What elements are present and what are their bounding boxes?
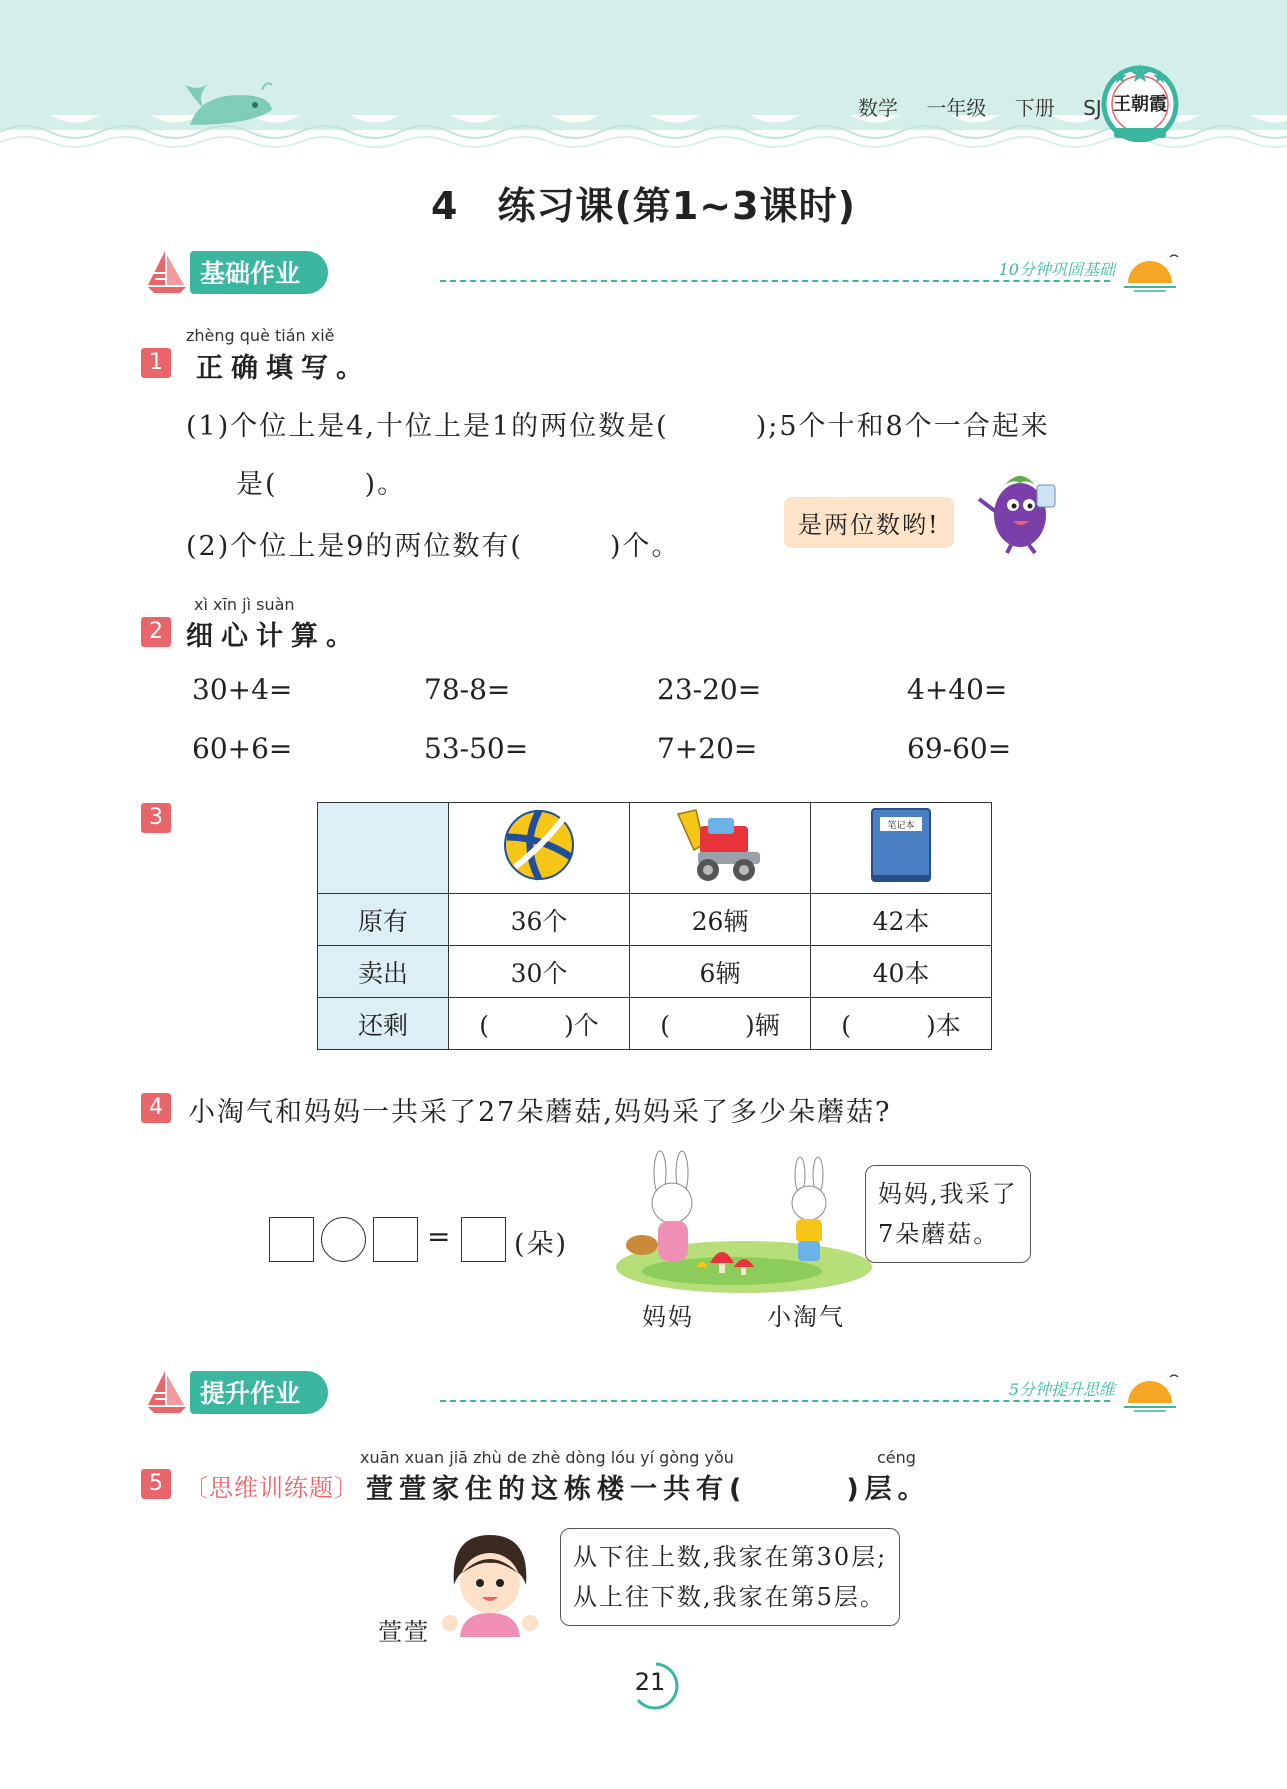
q2-title: 细心计算。	[186, 621, 361, 652]
edition-label: SJ	[1083, 96, 1102, 120]
notebook-cover-label: 笔记本	[887, 821, 915, 831]
speech-line: 妈妈,我采了	[878, 1180, 1018, 1208]
q3-table	[317, 802, 992, 1050]
subject-label: 数学	[858, 96, 898, 120]
speech-line: 7朵蘑菇。	[878, 1220, 1000, 1248]
brand-logo	[1100, 62, 1180, 142]
row-head-original: 原有	[318, 894, 449, 946]
table-cell: 6辆	[630, 946, 811, 998]
section-label: 提升作业	[190, 1371, 328, 1414]
label-kid: 小淘气	[767, 1303, 845, 1331]
grade-label: 一年级	[926, 96, 987, 120]
calc-item: 23-20=	[657, 673, 762, 706]
calc-item: 60+6=	[192, 732, 293, 765]
section-advanced	[140, 1365, 1180, 1415]
kid-speech-bubble	[865, 1165, 1031, 1263]
q4-unit: (朵)	[514, 1229, 569, 1260]
q1-line1b: 是( )。	[236, 469, 407, 500]
q4-number: 4	[141, 1093, 171, 1123]
calc-item: 30+4=	[192, 673, 293, 706]
q3-number: 3	[141, 803, 171, 833]
q2-pinyin: xì xīn jì suàn	[194, 595, 295, 614]
q5-pinyin-b: céng	[877, 1448, 916, 1467]
wave-background	[0, 0, 1287, 160]
section-basic	[140, 245, 1180, 295]
table-cell: 40本	[811, 946, 992, 998]
q4-text: 小淘气和妈妈一共采了27朵蘑菇,妈妈采了多少朵蘑菇?	[188, 1097, 892, 1128]
calc-item: 4+40=	[907, 673, 1008, 706]
q1-number: 1	[141, 348, 171, 378]
table-cell: 36个	[449, 894, 630, 946]
q5-text: 萱萱家住的这栋楼一共有( )层。	[366, 1474, 931, 1505]
answer-box[interactable]	[373, 1217, 418, 1262]
divider	[440, 1400, 1110, 1402]
mother-rabbit-icon	[626, 1151, 692, 1261]
q5-number: 5	[141, 1469, 171, 1499]
operator-circle[interactable]	[321, 1217, 366, 1262]
row-head-remaining: 还剩	[318, 998, 449, 1050]
answer-blank[interactable]: ( )本	[811, 998, 992, 1050]
label-mom: 妈妈	[642, 1303, 694, 1331]
q1-line1: (1)个位上是4,十位上是1的两位数是( );5个十和8个一合起来	[186, 411, 1050, 442]
divider	[440, 280, 1110, 282]
section-hint: 10分钟巩固基础	[998, 260, 1115, 279]
table-cell: 30个	[449, 946, 630, 998]
equals-sign: =	[427, 1220, 451, 1253]
answer-blank[interactable]: ( )辆	[630, 998, 811, 1050]
q1-pinyin: zhèng què tián xiě	[186, 326, 335, 345]
logo-text: 王朝霞	[1113, 94, 1167, 115]
label-xuanxuan: 萱萱	[378, 1618, 430, 1646]
calc-item: 7+20=	[657, 732, 758, 765]
xuanxuan-speech-bubble	[560, 1528, 900, 1626]
notebook-icon	[811, 803, 992, 894]
rabbits-illustration	[612, 1145, 877, 1295]
girl-xuanxuan-icon	[440, 1525, 540, 1640]
calc-item: 53-50=	[424, 732, 529, 765]
volume-label: 下册	[1014, 96, 1055, 120]
page-title: 4 练习课(第1~3课时)	[431, 184, 856, 228]
speech-line: 从下往上数,我家在第30层;	[573, 1543, 888, 1571]
section-label: 基础作业	[190, 251, 328, 294]
row-head-sold: 卖出	[318, 946, 449, 998]
sailboat-icon	[140, 1365, 190, 1415]
table-cell: 42本	[811, 894, 992, 946]
section-hint: 5分钟提升思维	[1008, 1380, 1115, 1399]
q1-line2: (2)个位上是9的两位数有( )个。	[186, 531, 681, 562]
q2-number: 2	[141, 617, 171, 647]
header-meta	[858, 92, 1124, 121]
table-corner	[318, 803, 449, 894]
answer-box[interactable]	[461, 1217, 506, 1262]
calc-item: 78-8=	[424, 673, 511, 706]
toy-excavator-icon	[630, 803, 811, 894]
q5-tag: 〔思维训练题〕	[184, 1474, 359, 1502]
sailboat-icon	[140, 245, 190, 295]
speech-line: 从上往下数,我家在第5层。	[573, 1583, 886, 1611]
header-band	[0, 0, 1287, 160]
answer-box[interactable]	[269, 1217, 314, 1262]
q1-title: 正确填写。	[196, 353, 371, 384]
table-cell: 26辆	[630, 894, 811, 946]
q5-pinyin: xuān xuan jiā zhù de zhè dòng lóu yí gòng yǒu	[360, 1448, 734, 1467]
hint-bubble: 是两位数哟!	[784, 497, 954, 548]
volleyball-icon	[449, 803, 630, 894]
calc-item: 69-60=	[907, 732, 1012, 765]
page-number: 21	[634, 1668, 666, 1696]
sunrise-icon	[1120, 251, 1180, 293]
sunrise-icon	[1120, 1371, 1180, 1413]
eggplant-mascot-icon	[975, 455, 1065, 555]
answer-blank[interactable]: ( )个	[449, 998, 630, 1050]
